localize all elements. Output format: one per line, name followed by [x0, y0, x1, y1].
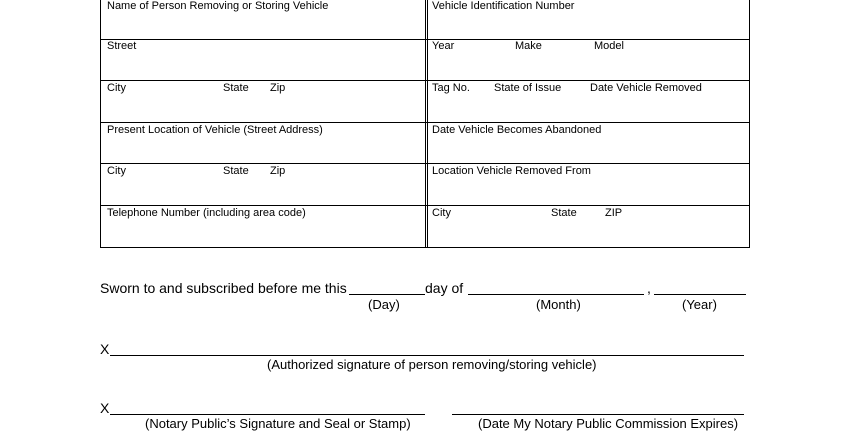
make-label: Make [515, 40, 542, 52]
tag-no-label: Tag No. [432, 82, 470, 94]
day-of-text: day of [425, 280, 464, 296]
street-label: Street [107, 40, 137, 52]
notary-signature-line[interactable] [110, 414, 425, 415]
city-label: City [107, 82, 126, 94]
table-row-divider [100, 80, 750, 81]
city-label: City [107, 165, 126, 177]
authorized-signature-line[interactable] [110, 355, 744, 356]
location-removed-from-label: Location Vehicle Removed From [432, 165, 591, 177]
month-blank-line[interactable] [468, 294, 644, 295]
year-caption: (Year) [682, 297, 717, 312]
day-blank-line[interactable] [349, 294, 425, 295]
state-label: State [551, 207, 577, 219]
date-abandoned-label: Date Vehicle Becomes Abandoned [432, 124, 602, 136]
city-label: City [432, 207, 451, 219]
state-label: State [223, 165, 249, 177]
table-row-divider [100, 122, 750, 123]
date-vehicle-removed-label: Date Vehicle Removed [590, 82, 702, 94]
table-column-divider [425, 0, 428, 248]
comma-text: , [647, 280, 651, 296]
zip-label: Zip [270, 165, 286, 177]
table-row-divider [100, 163, 750, 164]
authorized-signature-caption: (Authorized signature of person removing/storing vehicle) [267, 357, 597, 372]
table-row-divider [100, 205, 750, 206]
zip-label: Zip [270, 82, 286, 94]
year-label: Year [432, 40, 455, 52]
day-caption: (Day) [368, 297, 400, 312]
signature-x-mark: X [100, 341, 110, 357]
notary-signature-caption: (Notary Public’s Signature and Seal or Stamp) [145, 416, 411, 431]
state-label: State [223, 82, 249, 94]
sworn-statement-text: Sworn to and subscribed before me this [100, 280, 347, 296]
telephone-label: Telephone Number (including area code) [107, 207, 306, 219]
table-row-divider [100, 39, 750, 40]
name-of-person-label: Name of Person Removing or Storing Vehicle [107, 0, 329, 12]
notary-x-mark: X [100, 400, 110, 416]
state-of-issue-label: State of Issue [494, 82, 562, 94]
present-location-label: Present Location of Vehicle (Street Address) [107, 124, 323, 136]
vin-label: Vehicle Identification Number [432, 0, 575, 12]
commission-expires-line[interactable] [452, 414, 744, 415]
zip-label: ZIP [605, 207, 623, 219]
month-caption: (Month) [536, 297, 581, 312]
commission-expires-caption: (Date My Notary Public Commission Expires) [478, 416, 739, 431]
model-label: Model [594, 40, 624, 52]
year-blank-line[interactable] [654, 294, 746, 295]
